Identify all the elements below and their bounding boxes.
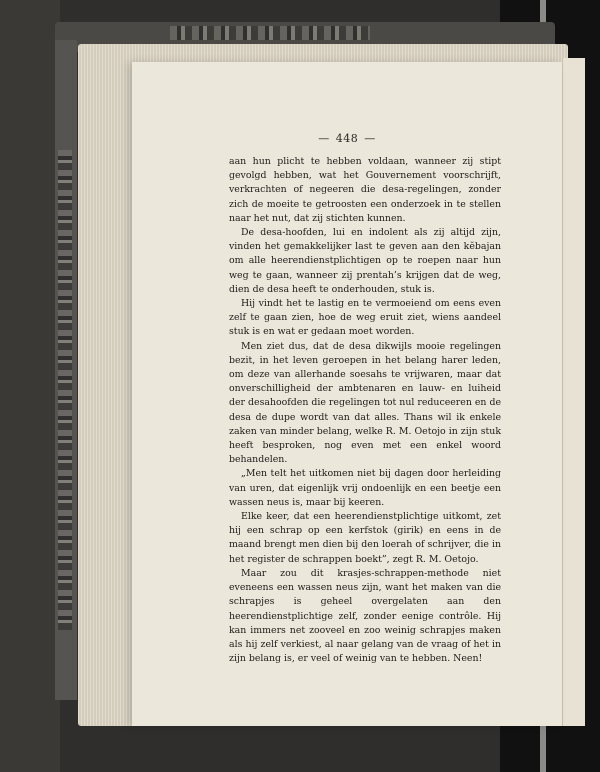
paragraph: Maar zou dit krasjes-schrappen-methode niet eveneens een wassen neus zijn, want het maken van die schrapjes is geheel overgelaten aan den heerendienstplichtige zelf, zonder eenige contrôle. Hij kan immers net zooveel en zoo weinig schrapjes maken als hij zelf verkiest, al naar gelang van de vraag of het in zijn belang is, er veel of weinig van te hebben. Neen! — [229, 567, 501, 665]
paragraph: Elke keer, dat een heerendienstplichtige uitkomt, zet hij een schrap op een kerfstok (girik) en eens in de maand brengt men dien bij den loerah of schrijver, die in het register de schrappen boekt”, zegt R. M. Oetojo. — [229, 511, 501, 565]
facing-page-edge — [562, 58, 585, 726]
backdrop-left — [0, 0, 60, 772]
paragraph: Hij vindt het te lastig en te vermoeiend om eens even zelf te gaan zien, hoe de weg eruit ziet, wiens aandeel stuk is en wat er gedaan moet worden. — [229, 298, 501, 338]
marbled-cover-edge — [58, 150, 72, 630]
book-page — [132, 62, 562, 726]
paragraph: aan hun plicht te hebben voldaan, wanneer zij stipt gevolgd hebben, wat het Gouvernement voorschrijft, verkrachten of negeeren die desa-regelingen, zonder zich de moeite te getroosten een onderzoek in te stellen naar het nut, dat zij stichten kunnen. — [229, 156, 501, 224]
paragraph: De desa-hoofden, lui en indolent als zij altijd zijn, vinden het gemakkelijker last te geven aan den kĕbajan om alle heerendienstplichtigen op te roepen naar hun weg te gaan, wanneer zij prentah’s krijgen dat de weg, dien de desa heeft te onderhouden, stuk is. — [229, 227, 501, 295]
body-text — [229, 155, 501, 666]
paragraph: „Men telt het uitkomen niet bij dagen door herleiding van uren, dat eigenlijk vrij ondoenlijk en een beetje een wassen neus is, maar bij keeren. — [229, 468, 501, 508]
paragraph: Men ziet dus, dat de desa dikwijls mooie regelingen bezit, in het leven geroepen in het belang harer leden, om deze van allerhande soesahs te vrijwaren, maar dat onverschilligheid der ambtenaren en lauw- en luiheid der desahoofden die regelingen tot nul reduceeren en de desa de dupe wordt van dat alles. Thans wil ik enkele zaken van minder belang, welke R. M. Oetojo in zijn stuk heeft besproken, nog even met een enkel woord behandelen. — [229, 340, 501, 466]
marbled-cover-top — [170, 26, 370, 40]
page-number: — 448 — — [318, 132, 376, 145]
page-number-value: 448 — [335, 132, 359, 145]
